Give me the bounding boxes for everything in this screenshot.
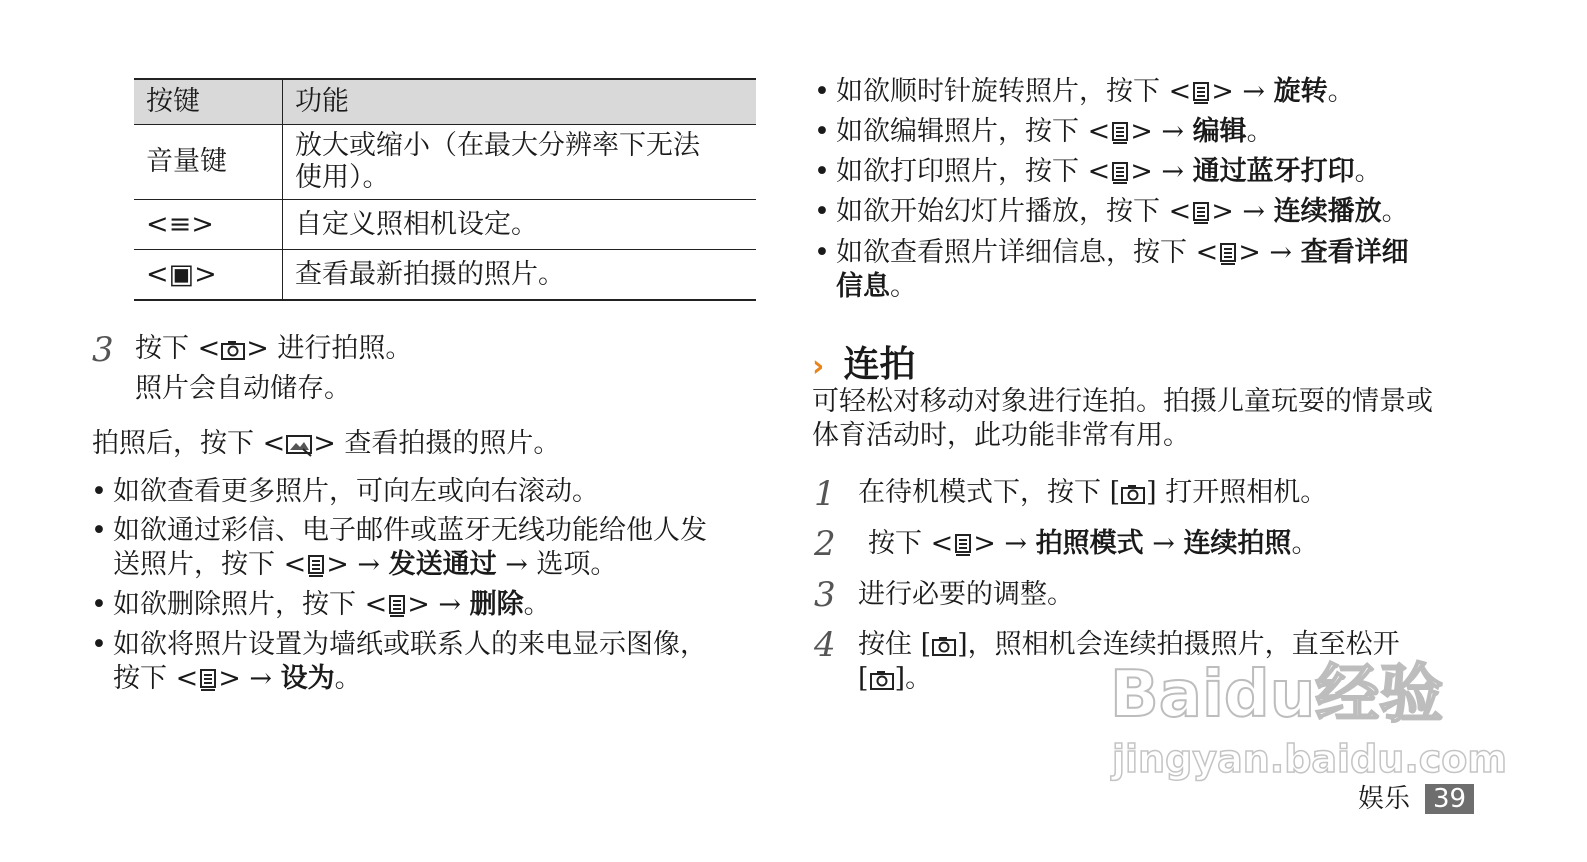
gallery-key-label: <▣>	[146, 258, 217, 290]
bullet-details-text-b: > →	[1238, 237, 1301, 268]
bullet-edit-text-b: > →	[1130, 116, 1193, 147]
after-shot-text-a: 拍照后，按下 <	[92, 428, 286, 459]
bullet-print	[836, 155, 1382, 189]
bullet-print-tail: 。	[1354, 156, 1382, 187]
camera-icon	[931, 635, 957, 657]
bullet-send-tail: → 选项。	[496, 549, 618, 580]
bullet-edit-tail: 。	[1246, 116, 1274, 147]
step-4-text	[858, 628, 1400, 662]
bullet-send-line2	[113, 548, 617, 582]
page-number-badge: 39	[1425, 784, 1474, 814]
menu-icon	[1110, 121, 1130, 145]
bullet-rotate	[836, 75, 1355, 109]
table-header-key: 按键	[134, 79, 283, 125]
bullet-details-line2	[836, 270, 917, 304]
step-number: 3	[814, 575, 836, 615]
bullet-set-as-line2	[113, 662, 362, 696]
table-cell-key: 音量键	[134, 125, 283, 200]
bullet-edit	[836, 115, 1274, 149]
step-4-text-line2	[858, 662, 932, 696]
print-via-bluetooth-option: 通过蓝牙打印	[1192, 156, 1355, 187]
step-number: 3	[92, 330, 114, 370]
menu-icon	[953, 533, 973, 557]
section-heading	[812, 336, 915, 387]
footer-section-label: 娱乐	[1358, 784, 1411, 814]
step-3-text-a: 按下 <	[135, 333, 221, 364]
bullet-rotate-text-b: > →	[1211, 76, 1274, 107]
bullet-print-text-b: > →	[1130, 156, 1193, 187]
camera-icon	[1120, 483, 1146, 505]
menu-icon	[1218, 242, 1238, 266]
menu-icon	[1110, 161, 1130, 185]
menu-icon	[1191, 201, 1211, 225]
bullet-delete	[113, 588, 551, 622]
section-arrow-icon: ›	[812, 349, 825, 384]
bullet-details	[836, 236, 1409, 270]
table-cell-function	[283, 125, 757, 200]
step-1-text-a: 在待机模式下，按下 [	[858, 477, 1121, 508]
set-as-option: 设为	[280, 663, 335, 694]
bullet-send-text-a: 送照片，按下 <	[113, 549, 307, 580]
bullet-slideshow-text-a: 如欲开始幻灯片播放，按下 <	[836, 196, 1192, 227]
bullet-edit-text-a: 如欲编辑照片，按下 <	[836, 116, 1111, 147]
menu-key-label: <≡>	[146, 208, 214, 240]
send-via-option: 发送通过	[388, 549, 497, 580]
step-3-text	[135, 332, 412, 366]
bullet-scroll: • 如欲查看更多照片，可向左或向右滚动。	[113, 475, 599, 509]
step-4-text-b: ]，照相机会连续拍摄照片，直至松开	[957, 629, 1400, 660]
camera-icon	[220, 339, 246, 361]
menu-icon	[198, 668, 218, 692]
bullet-details-text-a: 如欲查看照片详细信息，按下 <	[836, 237, 1219, 268]
step-4-text-a: 按住 [	[858, 629, 932, 660]
step-2-arrow: →	[1143, 528, 1184, 559]
camera-icon	[869, 669, 895, 691]
step-2-text	[868, 527, 1318, 561]
bullet-set-as-text-b: > →	[218, 663, 281, 694]
bullet-send-line1: • 如欲通过彩信、电子邮件或蓝牙无线功能给他人发	[113, 514, 707, 548]
step-2-text-b: > →	[973, 528, 1036, 559]
step-1-text-b: ] 打开照相机。	[1146, 477, 1328, 508]
table-cell-function: 查看最新拍摄的照片。	[283, 250, 757, 301]
step-number: 2	[814, 524, 836, 564]
bullet-delete-text-a: 如欲删除照片，按下 <	[113, 589, 388, 620]
step-number: 4	[814, 625, 836, 665]
table-row	[134, 125, 756, 200]
edit-option: 编辑	[1192, 116, 1247, 147]
menu-icon	[306, 554, 326, 578]
after-shot-text-b: > 查看拍摄的照片。	[313, 428, 561, 459]
bullet-slideshow-text-b: > →	[1211, 196, 1274, 227]
menu-icon	[1191, 81, 1211, 105]
bullet-set-as-tail: 。	[334, 663, 362, 694]
table-header-row	[134, 79, 756, 125]
table-row	[134, 250, 756, 301]
bullet-rotate-text-a: 如欲顺时针旋转照片，按下 <	[836, 76, 1192, 107]
bullet-slideshow-tail: 。	[1381, 196, 1409, 227]
bullet-rotate-tail: 。	[1327, 76, 1355, 107]
baidu-watermark-url: jingyan.baidu.com	[1112, 737, 1507, 781]
step-2-text-a: 按下 <	[868, 528, 954, 559]
baidu-watermark-logo: Baidu经验	[1110, 658, 1444, 732]
step-3-right-text: 进行必要的调整。	[858, 579, 1074, 610]
section-intro-line2: 体育活动时，此功能非常有用。	[812, 420, 1190, 451]
view-details-option: 查看详细	[1300, 237, 1409, 268]
bullet-slideshow	[836, 195, 1409, 229]
table-cell-function-text: 放大或缩小（在最大分辨率下无法使用）。	[295, 130, 700, 193]
gallery-icon	[285, 433, 313, 457]
step-3-text-b: > 进行拍照。	[246, 333, 413, 364]
delete-option: 删除	[469, 589, 524, 620]
rotate-option: 旋转	[1273, 76, 1328, 107]
bullet-set-as-text-a: 按下 <	[113, 663, 199, 694]
section-title: 连拍	[843, 344, 916, 385]
after-shot-text	[92, 427, 560, 461]
table-cell-function: 自定义照相机设定。	[283, 200, 757, 250]
bullet-delete-text-b: > →	[407, 589, 470, 620]
continuous-shot-option: 连续拍照	[1183, 528, 1292, 559]
bullet-print-text-a: 如欲打印照片，按下 <	[836, 156, 1111, 187]
table-row	[134, 200, 756, 250]
step-number: 1	[814, 474, 836, 514]
bullet-send-text-b: > →	[326, 549, 389, 580]
key-function-table	[134, 78, 756, 301]
table-cell-key	[134, 200, 283, 250]
section-intro-line1: 可轻松对移动对象进行连拍。拍摄儿童玩耍的情景或	[812, 386, 1433, 417]
step-4-text-c: [	[858, 663, 869, 694]
menu-icon	[387, 594, 407, 618]
bullet-delete-tail: 。	[523, 589, 551, 620]
step-4-text-d: ]。	[894, 663, 933, 694]
step-3-subtext: 照片会自动储存。	[135, 373, 351, 404]
view-details-option-cont: 信息	[836, 271, 890, 302]
step-1-text	[858, 476, 1327, 510]
table-header-function: 功能	[283, 79, 757, 125]
slideshow-option: 连续播放	[1273, 196, 1382, 227]
table-cell-key	[134, 250, 283, 301]
bullet-set-as-line1: • 如欲将照片设置为墙纸或联系人的来电显示图像，	[113, 628, 707, 662]
bullet-details-tail: 。	[890, 271, 917, 302]
shooting-mode-option: 拍照模式	[1035, 528, 1144, 559]
step-2-tail: 。	[1291, 528, 1319, 559]
